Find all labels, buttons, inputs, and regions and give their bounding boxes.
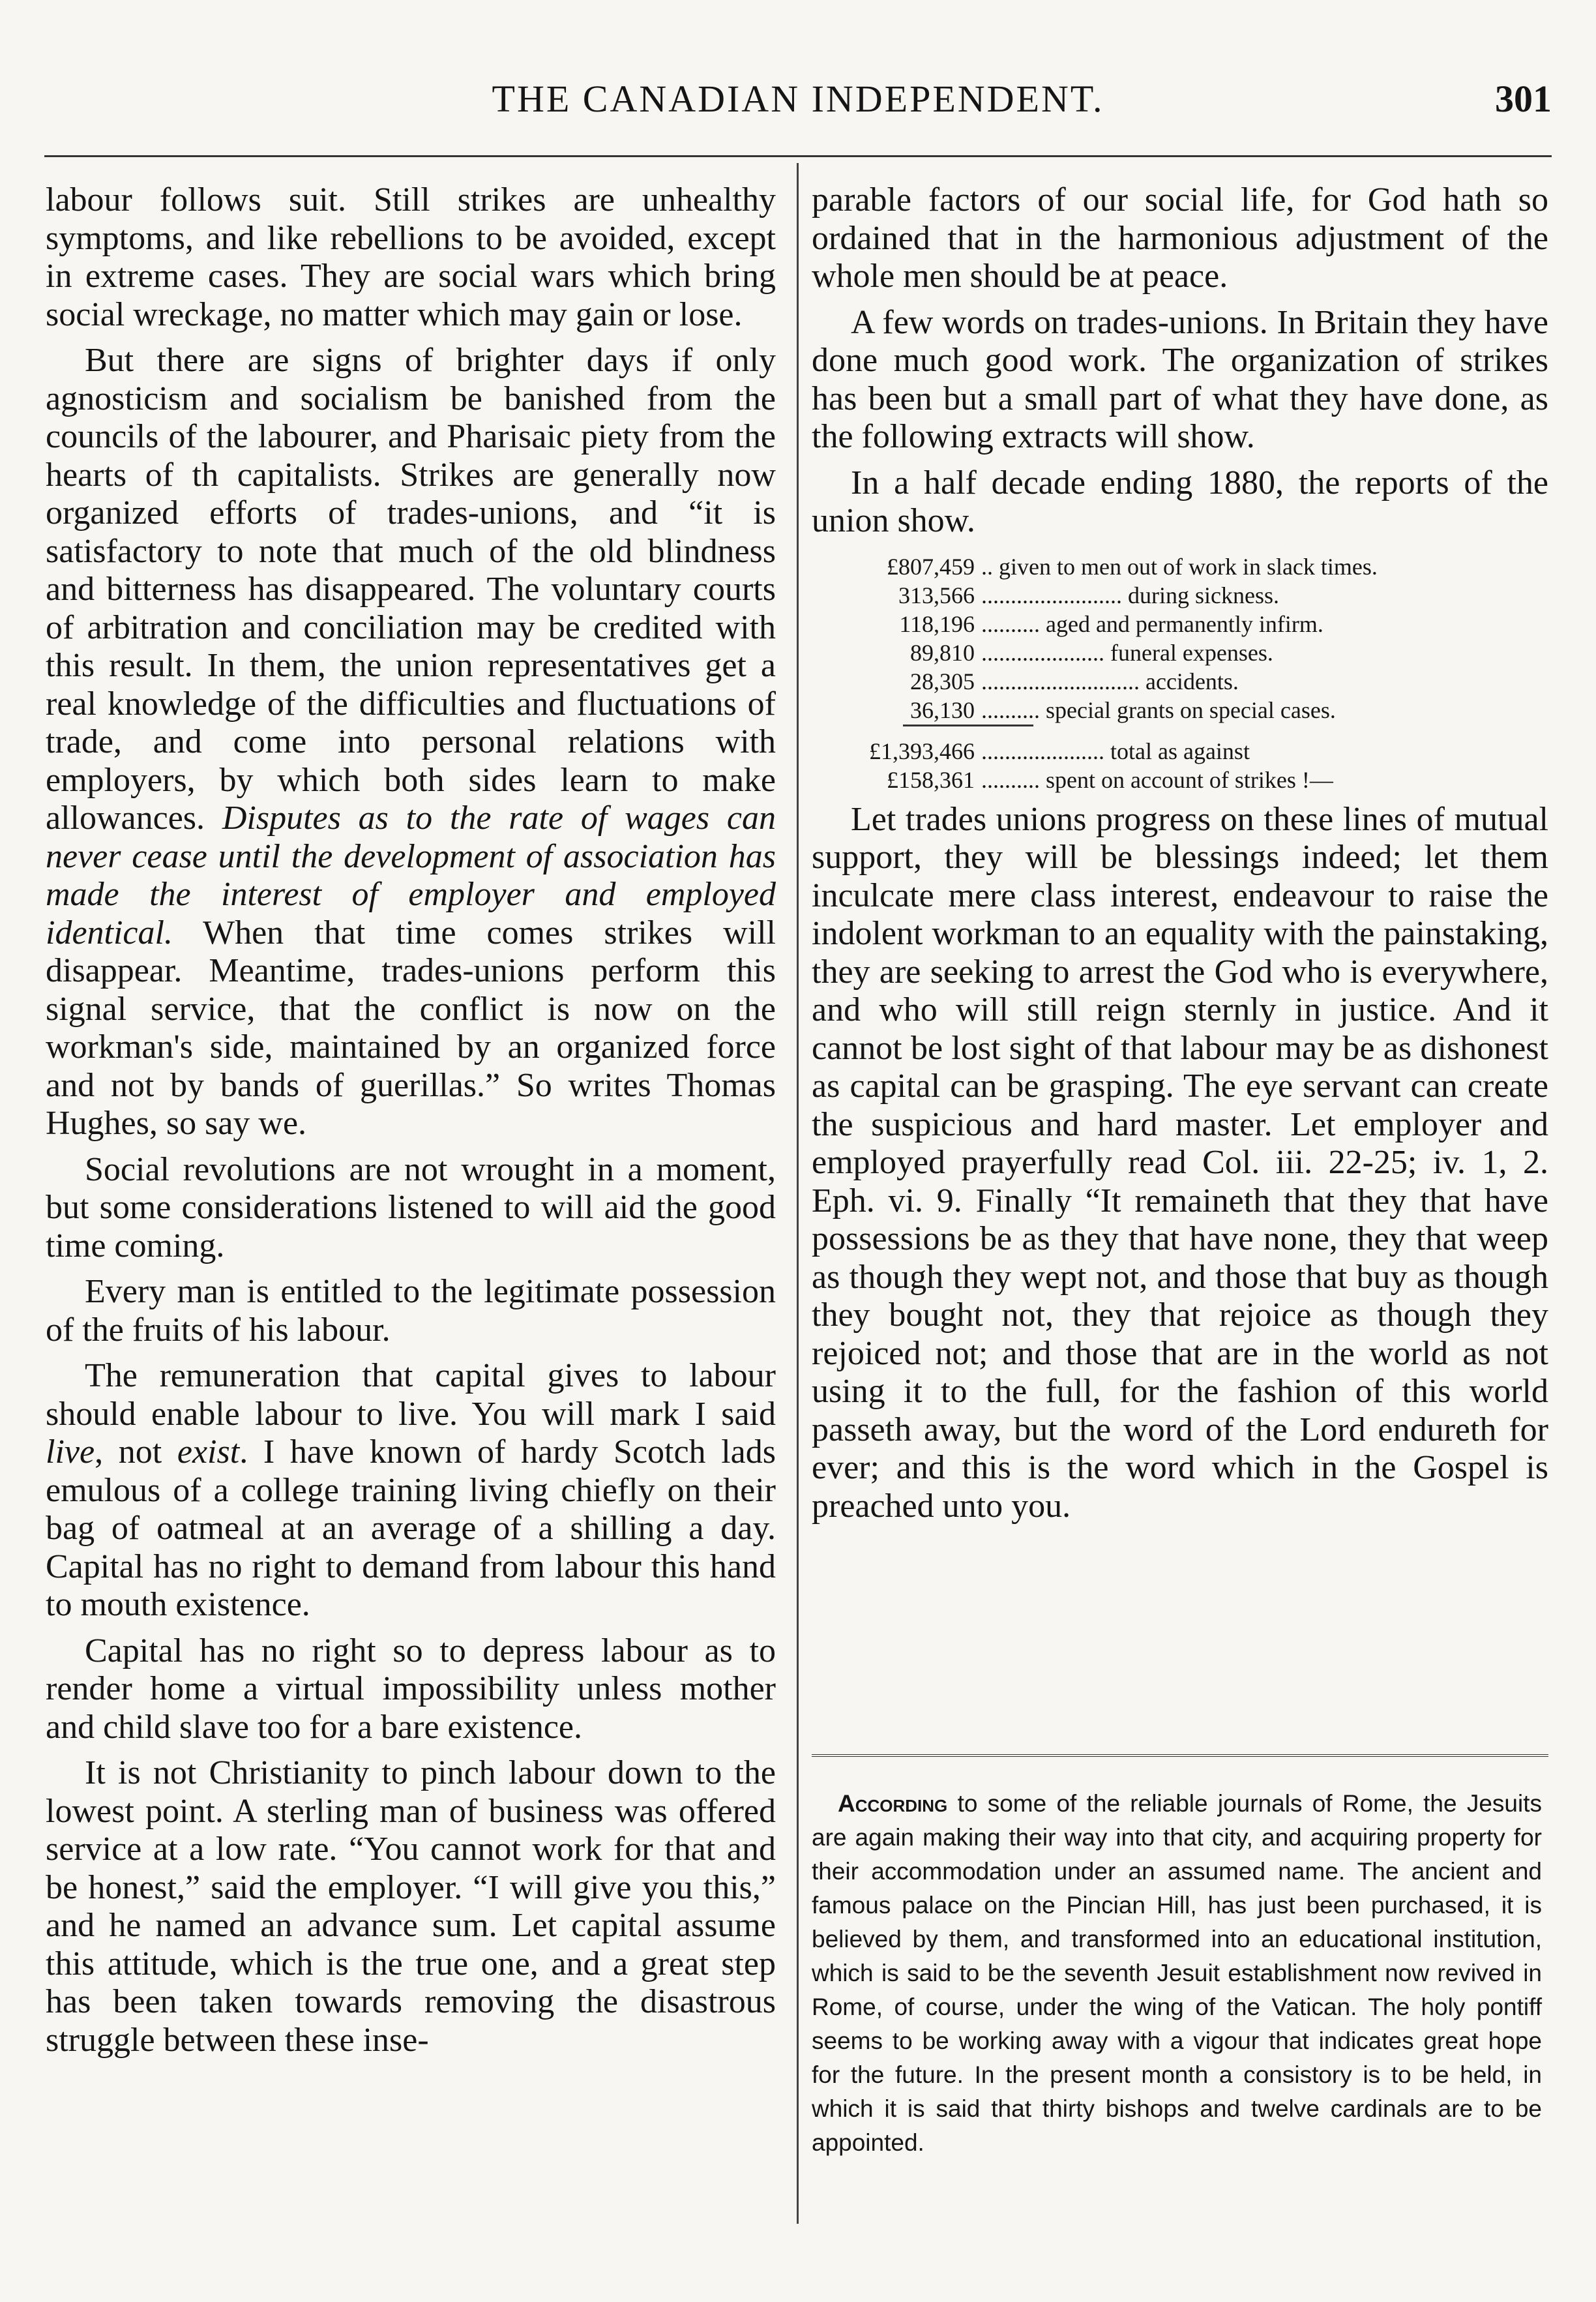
report-amount: 118,196 xyxy=(899,610,975,637)
report-row xyxy=(831,766,1535,794)
report-description: .......... aged and permanently infirm. xyxy=(981,610,1323,637)
report-amount: £807,459 xyxy=(887,553,975,580)
publication-title: THE CANADIAN INDEPENDENT. xyxy=(492,78,1104,120)
column-divider xyxy=(797,163,799,2224)
report-row xyxy=(831,696,1535,725)
paragraph: Let trades unions progress on these lines of mutual support, they will be blessings indeed; let them inculcate mere class interest, endeavour to raise the indolent workman to an equality with the painstaking, they are seeking to arrest the God who is everywhere, and who will still reign sternly in justice. And it cannot be lost sight of that labour may be as dishonest as capital can be grasping. The eye servant can create the suspicious and hard master. Let employer and employed prayerfully read Col. iii. 22-25; iv. 1, 2. Eph. vi. 9. Finally “It remaineth that they that have possessions be as they that have none, they that weep as though they wept not, and those that buy as though they bought not, they that rejoice as though they rejoiced not; and those that are in the world as not using it to the full, for the fashion of this world passeth away, but the word of the Lord endureth for ever; and this is the word which in the Gospel is preached unto you. xyxy=(812,800,1548,1525)
report-amount: 313,566 xyxy=(898,582,975,608)
report-row xyxy=(831,667,1535,696)
report-amount: £1,393,466 xyxy=(869,738,975,764)
right-column xyxy=(812,181,1548,1533)
report-description: .......... spent on account of strikes !— xyxy=(981,766,1333,793)
report-row xyxy=(831,726,1535,766)
page-number: 301 xyxy=(1495,78,1552,120)
paragraph: But there are signs of brighter days if only agnosticism and socialism be banished from the councils of the labourer, and Pharisaic piety from the hearts of th capitalists. Strikes are generally now organized efforts of trades-unions, and “it is satisfactory to note that much of the old blindness and bitterness has disappeared. The voluntary courts of arbitration and conciliation may be credited with this result. In them, the union representatives get a real knowledge of the difficulties and fluctuations of trade, and come into personal relations with employers, by which both sides learn to make allowances. Disputes as to the rate of wages can never cease until the development of association has made the interest of employer and employed identical. When that time comes strikes will disappear. Meantime, trades-unions perform this signal service, that the conflict is now on the workman's side, maintained by an organized force and not by bands of guerillas.” So writes Thomas Hughes, so say we. xyxy=(46,342,776,1142)
report-description: ..................... total as against xyxy=(981,738,1250,764)
italic-quote: Disputes as to the rate of wages can never cease until the development of association has made the interest of employer and employed identical. xyxy=(46,800,776,951)
paragraph: It is not Christianity to pinch labour down to the lowest point. A sterling man of business was offered service at a low rate. “You cannot work for that and be honest,” said the employer. “I will give you this,” and he named an advance sum. Let capital assume this attitude, which is the true one, and a great step has been taken towards removing the disastrous struggle between these inse- xyxy=(46,1754,776,2059)
paragraph: The remuneration that capital gives to labour should enable labour to live. You will mark I said live, not exist. I have known of hardy Scotch lads emulous of a college training living chiefly on their bag of oatmeal at an average of a shilling a day. Capital has no right to demand from labour this hand to mouth existence. xyxy=(46,1357,776,1623)
paragraph: In a half decade ending 1880, the reports of the union show. xyxy=(812,464,1548,539)
report-amount: 89,810 xyxy=(910,639,975,666)
paragraph: labour follows suit. Still strikes are unhealthy symptoms, and like rebellions to be avoided, except in extreme cases. They are social wars which bring social wreckage, no matter which may gain or lose. xyxy=(46,181,776,333)
paragraph: Capital has no right so to depress labour as to render home a virtual impossibility unless mother and child slave too for a bare existence. xyxy=(46,1632,776,1746)
paragraph: A few words on trades-unions. In Britain they have done much good work. The organization of strikes has been but a small part of what they have done, as the following extracts will show. xyxy=(812,303,1548,455)
report-row xyxy=(831,610,1535,638)
union-report-table xyxy=(831,552,1535,794)
report-description: ........................... accidents. xyxy=(981,668,1239,695)
report-description: .. given to men out of work in slack times. xyxy=(981,553,1378,580)
report-row xyxy=(831,581,1535,610)
page-header xyxy=(44,77,1552,129)
report-description: ..................... funeral expenses. xyxy=(981,639,1273,666)
report-amount: 36,130 xyxy=(910,696,975,723)
report-row xyxy=(831,638,1535,667)
report-amount: 28,305 xyxy=(910,668,975,695)
paragraph: Every man is entitled to the legitimate possession of the fruits of his labour. xyxy=(46,1273,776,1349)
report-description: .......... special grants on special cases. xyxy=(981,696,1336,723)
paragraph: parable factors of our social life, for God hath so ordained that in the harmonious adjustment of the whole men should be at peace. xyxy=(812,181,1548,295)
header-rule xyxy=(44,155,1552,157)
news-paragraph xyxy=(812,1787,1542,2160)
news-item xyxy=(812,1787,1542,2160)
news-lead: According xyxy=(838,1790,948,1817)
report-amount: £158,361 xyxy=(887,766,975,793)
article-separator xyxy=(812,1754,1548,1757)
report-row xyxy=(831,552,1535,581)
report-description: ........................ during sickness. xyxy=(981,582,1279,608)
left-column xyxy=(46,181,776,2067)
news-text: to some of the reliable journals of Rome, the Jesuits are again making their way into that city, and acquiring property for their accommodation under an assumed name. The ancient and famous palace on the Pincian Hill, has just been purchased, it is believed by them, and transformed into an educational institution, which is said to be the seventh Jesuit establishment now revived in Rome, of course, under the wing of the Vatican. The holy pontiff seems to be working away with a vigour that indicates great hope for the future. In the present month a consistory is to be held, in which it is said that thirty bishops and twelve cardinals are to be appointed. xyxy=(812,1790,1542,2156)
paragraph: Social revolutions are not wrought in a moment, but some considerations listened to will aid the good time coming. xyxy=(46,1150,776,1264)
